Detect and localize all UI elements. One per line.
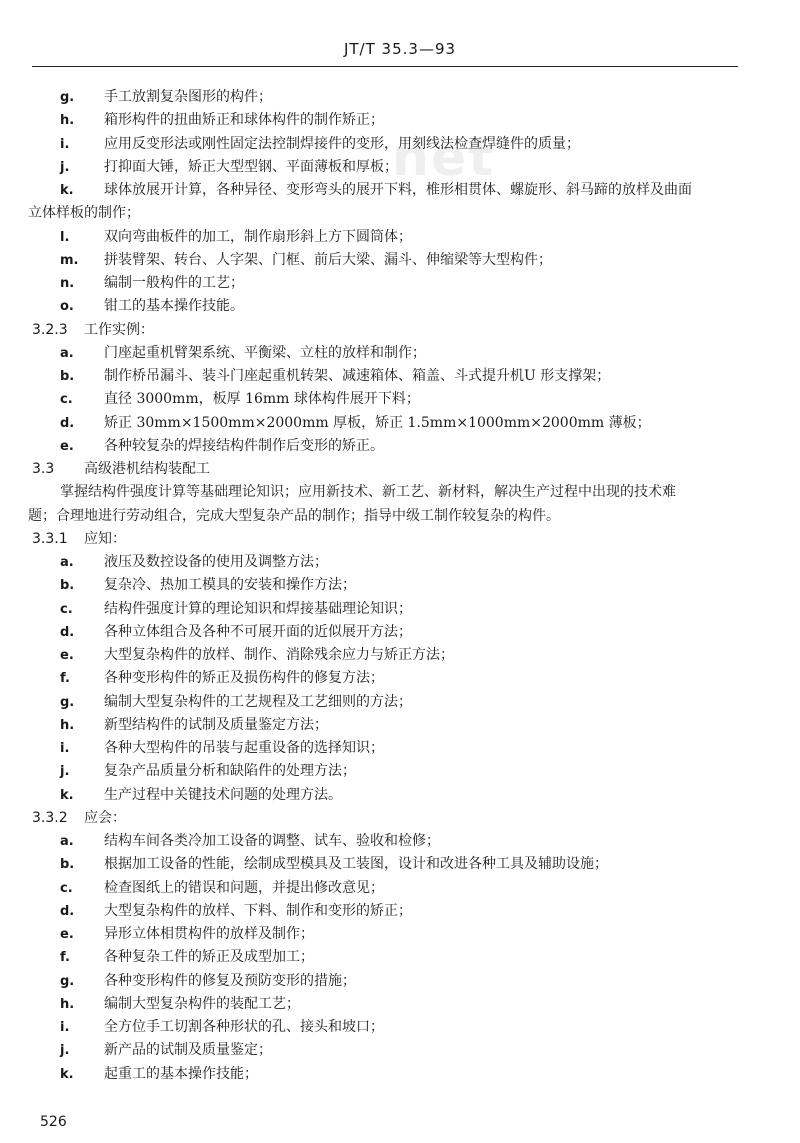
item-text: 箱形构件的扭曲矫正和球体构件的制作矫正； xyxy=(104,112,384,129)
item-text: 门座起重机臂架系统、平衡梁、立柱的放样和制作； xyxy=(104,344,426,361)
list-item xyxy=(60,251,552,270)
paragraph-line: 掌握结构件强度计算等基础理论知识；应用新技术、新工艺、新材料，解决生产过程中出现的技术难 xyxy=(60,484,676,501)
continuation-line: 立体样板的制作； xyxy=(28,205,140,222)
item-text: 复杂产品质量分析和缺陷件的处理方法； xyxy=(104,763,356,780)
item-text: 全方位手工切割各种形状的孔、接头和坡口； xyxy=(104,1019,384,1035)
list-item xyxy=(60,623,412,642)
section-heading xyxy=(32,321,154,339)
item-marker: c. xyxy=(60,392,73,408)
item-marker: e. xyxy=(60,927,74,942)
item-marker: e. xyxy=(60,438,74,454)
item-marker: e. xyxy=(60,648,74,663)
item-marker: h. xyxy=(60,113,75,129)
item-marker: a. xyxy=(60,555,74,570)
list-item xyxy=(60,1018,384,1037)
section-number: 3.3.1 xyxy=(32,530,68,547)
item-text: 液压及数控设备的使用及调整方法； xyxy=(104,554,328,570)
item-marker: o. xyxy=(60,299,74,315)
item-text: 手工放割复杂图形的构件； xyxy=(104,89,272,105)
list-item xyxy=(60,181,692,200)
list-item xyxy=(60,111,384,130)
item-marker: c. xyxy=(60,601,73,617)
item-text: 打抑面大锤，矫正大型型钢、平面薄板和厚板； xyxy=(104,158,398,175)
section-title: 应会： xyxy=(84,809,126,826)
item-text: 编制一般构件的工艺； xyxy=(104,275,244,291)
item-text: 双向弯曲板件的加工，制作扇形斜上方下圆筒体； xyxy=(104,228,412,245)
item-text: 编制大型复杂构件的工艺规程及工艺细则的方法； xyxy=(104,693,412,710)
item-marker: b. xyxy=(60,857,75,873)
list-item xyxy=(60,367,610,386)
item-text: 球体放展开计算，各种异径、变形弯头的展开下料，椎形相贯体、螺旋形、斜马蹄的放样及曲面 xyxy=(104,182,692,198)
list-item xyxy=(60,297,244,316)
item-text: 矫正 30mm×1500mm×2000mm 厚板，矫正 1.5mm×1000mm×2000mm 薄板； xyxy=(104,414,651,431)
item-marker: i. xyxy=(60,1020,70,1035)
list-item xyxy=(60,158,398,177)
list-item xyxy=(60,925,314,944)
list-item xyxy=(60,344,426,363)
list-item xyxy=(60,1041,272,1060)
list-item xyxy=(60,902,412,921)
list-item xyxy=(60,600,412,619)
item-text: 大型复杂构件的放样、下料、制作和变形的矫正； xyxy=(104,902,412,919)
item-marker: k. xyxy=(60,787,74,803)
item-text: 大型复杂构件的放样、制作、消除残余应力与矫正方法； xyxy=(104,647,454,663)
item-text: 各种变形构件的修复及预防变形的措施； xyxy=(104,972,356,989)
list-item xyxy=(60,716,328,735)
page-header: JT/T 35.3—93 xyxy=(343,40,457,58)
list-item xyxy=(60,972,356,991)
item-text: 应用反变形法或刚性固定法控制焊接件的变形，用刻线法检查焊缝件的质量； xyxy=(104,135,580,152)
section-title: 高级港机结构装配工 xyxy=(84,461,210,477)
item-marker: j. xyxy=(60,159,70,175)
item-marker: d. xyxy=(60,903,75,919)
item-text: 生产过程中关键技术问题的处理方法。 xyxy=(104,786,342,803)
item-text: 各种立体组合及各种不可展开面的近似展开方法； xyxy=(104,623,412,640)
item-text: 各种复杂工件的矫正及成型加工； xyxy=(104,949,314,966)
item-marker: h. xyxy=(60,717,75,733)
list-item xyxy=(60,88,272,107)
section-number: 3.3 xyxy=(32,461,55,477)
section-heading xyxy=(32,809,126,827)
item-text: 编制大型复杂构件的装配工艺； xyxy=(104,995,300,1012)
list-item xyxy=(60,553,328,572)
item-text: 检查图纸上的错误和问题，并提出修改意见； xyxy=(104,879,384,896)
item-marker: g. xyxy=(60,694,75,710)
list-item xyxy=(60,135,580,154)
list-item xyxy=(60,414,651,433)
item-marker: n. xyxy=(60,276,75,291)
list-item xyxy=(60,646,454,665)
list-item xyxy=(60,390,420,409)
item-text: 结构件强度计算的理论知识和焊接基础理论知识； xyxy=(104,600,412,617)
item-marker: a. xyxy=(60,834,74,849)
item-marker: h. xyxy=(60,996,75,1012)
list-item xyxy=(60,995,300,1014)
item-marker: m. xyxy=(60,252,79,268)
item-text: 各种大型构件的吊装与起重设备的选择知识； xyxy=(104,740,384,756)
list-item xyxy=(60,739,384,758)
item-text: 新产品的试制及质量鉴定； xyxy=(104,1042,272,1059)
list-item xyxy=(60,786,342,805)
item-text: 新型结构件的试制及质量鉴定方法； xyxy=(104,716,328,733)
item-marker: k. xyxy=(60,1066,74,1082)
list-item xyxy=(60,669,384,688)
item-marker: d. xyxy=(60,415,75,431)
list-item xyxy=(60,832,440,851)
item-text: 起重工的基本操作技能； xyxy=(104,1065,258,1082)
list-item xyxy=(60,576,356,595)
section-title: 工作实例： xyxy=(84,321,154,338)
item-marker: g. xyxy=(60,973,75,989)
item-marker: k. xyxy=(60,183,74,198)
page-number: 526 xyxy=(40,1114,67,1130)
header-rule xyxy=(32,66,738,67)
item-text: 异形立体相贯构件的放样及制作； xyxy=(104,926,314,942)
item-marker: j. xyxy=(60,1043,70,1059)
item-text: 各种变形构件的矫正及损伤构件的修复方法； xyxy=(104,670,384,687)
list-item xyxy=(60,762,356,781)
item-marker: g. xyxy=(60,90,75,105)
list-item xyxy=(60,855,608,874)
item-marker: c. xyxy=(60,880,73,896)
item-text: 钳工的基本操作技能。 xyxy=(104,298,244,315)
item-text: 复杂冷、热加工模具的安装和操作方法； xyxy=(104,577,356,594)
item-text: 各种较复杂的焊接结构件制作后变形的矫正。 xyxy=(104,437,384,454)
list-item xyxy=(60,693,412,712)
item-marker: f. xyxy=(60,671,70,687)
item-text: 直径 3000mm，板厚 16mm 球体构件展开下料； xyxy=(104,391,420,408)
item-marker: i. xyxy=(60,136,70,152)
item-text: 制作桥吊漏斗、装斗门座起重机转架、减速箱体、箱盖、斗式提升机U 形支撑架； xyxy=(104,368,611,384)
item-marker: i. xyxy=(60,741,70,756)
item-marker: l. xyxy=(60,229,70,245)
item-marker: b. xyxy=(60,369,75,384)
section-title: 应知： xyxy=(84,530,126,547)
watermark: net xyxy=(392,128,496,188)
item-marker: a. xyxy=(60,345,74,361)
item-marker: f. xyxy=(60,950,70,966)
list-item xyxy=(60,948,314,967)
list-item xyxy=(60,1065,258,1084)
item-marker: j. xyxy=(60,764,70,780)
section-heading xyxy=(32,530,126,548)
list-item xyxy=(60,437,384,456)
section-heading xyxy=(32,460,210,478)
item-text: 拼装臂架、转台、人字架、门框、前后大梁、漏斗、伸缩梁等大型构件； xyxy=(104,251,552,268)
item-text: 根据加工设备的性能，绘制成型模具及工装图，设计和改进各种工具及辅助设施； xyxy=(104,856,608,873)
item-marker: d. xyxy=(60,624,75,640)
section-number: 3.2.3 xyxy=(32,321,68,338)
item-text: 结构车间各类冷加工设备的调整、试车、验收和检修； xyxy=(104,833,440,849)
list-item xyxy=(60,274,244,293)
list-item xyxy=(60,228,412,247)
section-number: 3.3.2 xyxy=(32,809,68,826)
list-item xyxy=(60,879,384,898)
continuation-line: 题；合理地进行劳动组合，完成大型复杂产品的制作；指导中级工制作较复杂的构件。 xyxy=(28,507,560,524)
item-marker: b. xyxy=(60,578,75,594)
